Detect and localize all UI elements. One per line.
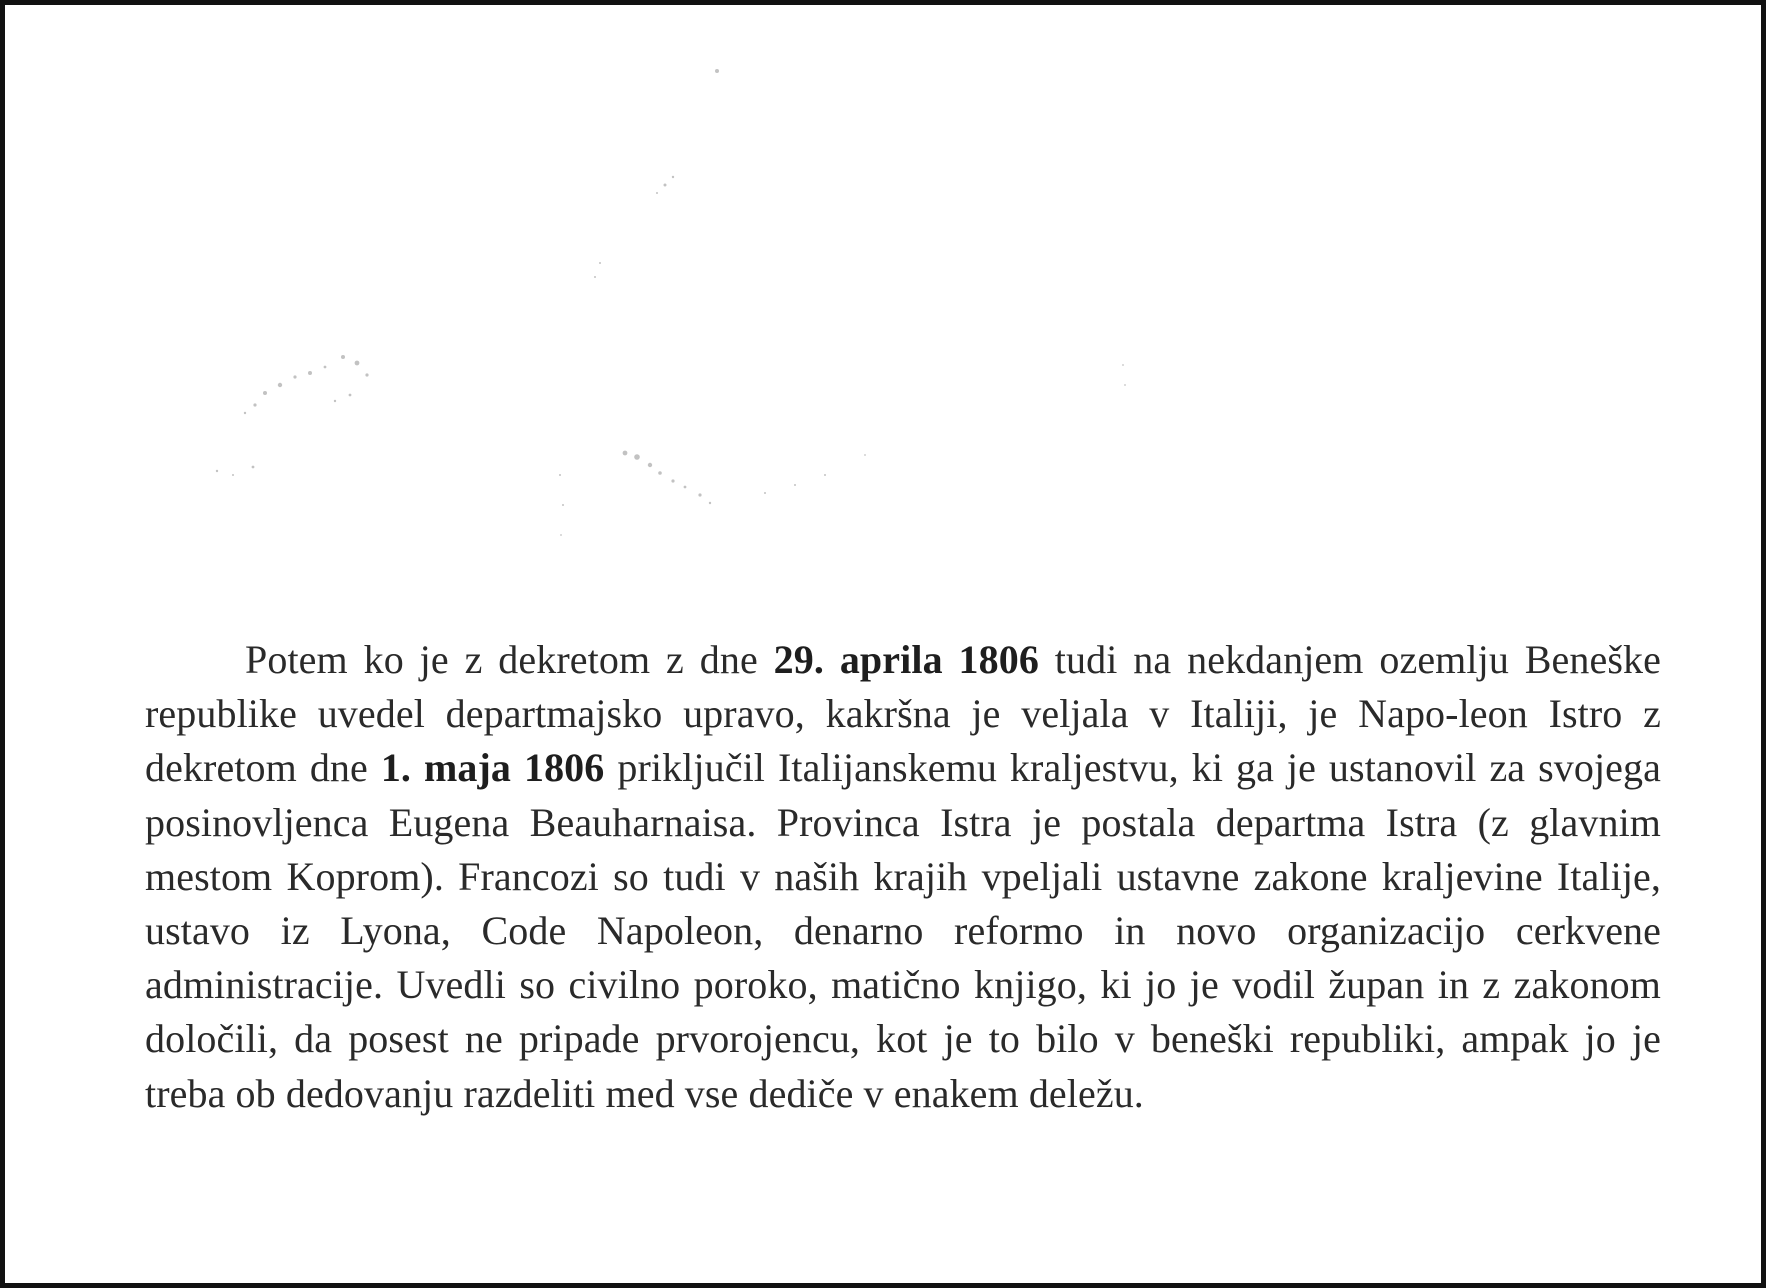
- body-paragraph: [145, 633, 1661, 1121]
- date-highlight-1: 29. aprila 1806: [773, 637, 1039, 682]
- paragraph-text-2: tudi na nekdanjem ozemlju Beneške republike uvedel departmajsko upravo, kakršna je veljala v Italiji, je Napo-leon Istro z dekretom dne: [145, 637, 1661, 791]
- date-highlight-2: 1. maja 1806: [380, 745, 605, 791]
- paragraph-text-1: Potem ko je z dekretom z dne: [245, 637, 774, 682]
- paragraph-text-3: priključil Italijanskemu kraljestvu, ki ga je ustanovil za svojega posinovljenca Eugena Beauharnaisa. Provinca Istra je postala departma Istra (z glavnim mestom Koprom). Francozi so tudi v naših krajih vpeljali ustavne zakone kraljevine Italije, ustavo iz Lyona, Code Napoleon, denarno reformo in novo organizacijo cerkvene administracije. Uvedli so civilno poroko, matično knjigo, ki jo je vodil župan in z zakonom določili, da posest ne pripade prvorojencu, kot je to bilo v beneški republiki, ampak jo je treba ob dedovanju razdeliti med vse dediče v enakem deležu.: [145, 745, 1661, 1116]
- faint-stamp-marks: [5, 5, 1761, 605]
